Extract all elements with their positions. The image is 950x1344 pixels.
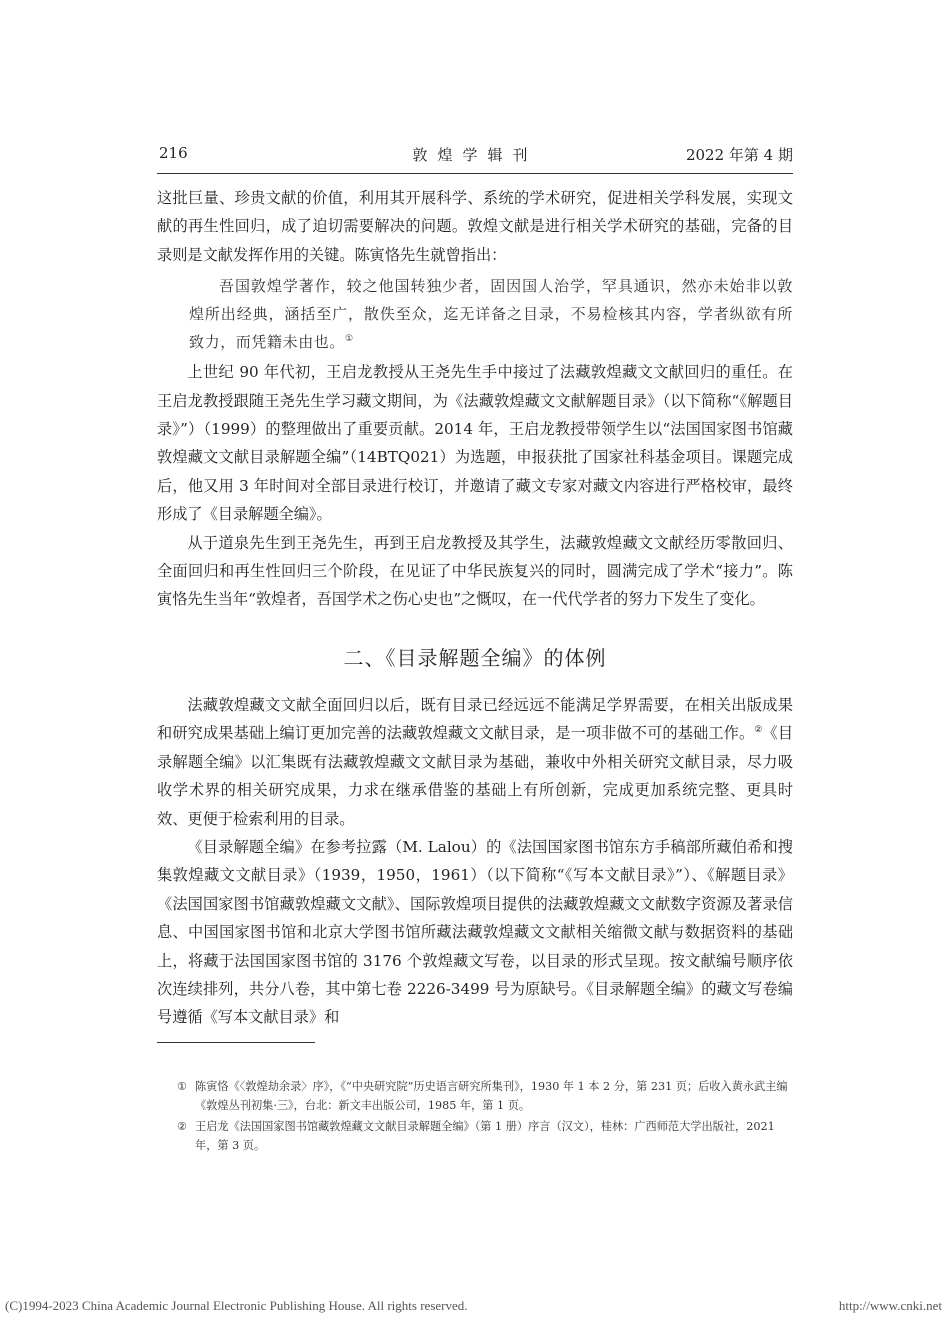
footnote-mark-2: ②	[177, 1120, 188, 1133]
quote-text	[189, 272, 793, 356]
footnote-ref-2[interactable]: ②	[754, 725, 763, 736]
paragraph-4	[157, 691, 793, 833]
footnote-rule	[157, 1042, 315, 1043]
paragraph-3: 从于道泉先生到王尧先生，再到王启龙教授及其学生，法藏敦煌藏文文献经历零散回归、全面回归和再生性回归三个阶段，在见证了中华民族复兴的同时，圆满完成了学术“接力”。陈寅恪先生当年“敦煌者，吾国学术之伤心史也”之慨叹，在一代代学者的努力下发生了变化。	[157, 533, 793, 609]
footnote-mark-1: ①	[177, 1080, 188, 1093]
paragraph-4-part-1: 法藏敦煌藏文文献全面回归以后，既有目录已经远远不能满足学界需要，在相关出版成果和研究成果基础上编订更加完善的法藏敦煌藏文文献目录，是一项非做不可的基础工作。	[157, 695, 793, 743]
section-title: 二、《目录解题全编》的体例	[343, 645, 607, 670]
cnki-link[interactable]: http://www.cnki.net	[838, 1298, 942, 1313]
paragraph-4-part-2: 《目录解题全编》以汇集既有法藏敦煌藏文文献目录为基础，兼收中外相关研究文献目录，尽力吸收学术界的相关研究成果，力求在继承借鉴的基础上有所创新，完成更加系统完整、更具时效、更便于检索利用的目录。	[157, 724, 794, 828]
quote-content: 吾国敦煌学著作，较之他国转独少者，固因国人治学，罕具通识，然亦未始非以敦煌所出经典，涵括至广，散佚至众，迄无详备之目录，不易检核其内容，学者纵欲有所致力，而凭籍未由也。	[189, 277, 793, 352]
block-quote	[157, 272, 793, 356]
footnote-1	[157, 1077, 793, 1115]
footnote-2	[157, 1117, 793, 1155]
header-rule	[157, 173, 793, 174]
article-body	[157, 184, 793, 1032]
footnote-text-1: 陈寅恪《〈敦煌劫余录〉序》，《“中央研究院”历史语言研究所集刊》，1930 年 1 本 2 分，第 231 页；后收入黄永武主编《敦煌丛刊初集·三》，台北：新文丰出版公司，1985 年，第 1 页。	[195, 1080, 788, 1112]
journal-issue: 2022 年第 4 期	[685, 146, 793, 164]
paragraph-2: 上世纪 90 年代初，王启龙教授从王尧先生手中接过了法藏敦煌藏文文献回归的重任。在王启龙教授跟随王尧先生学习藏文期间，为《法藏敦煌藏文文献解题目录》（以下简称“《解题目录》”）（1999）的整理做出了重要贡献。2014 年，王启龙教授带领学生以“法国国家图书馆藏敦煌藏文文献目录解题全编”（14BTQ021）为选题，申报获批了国家社科基金项目。课题完成后，他又用 3 年时间对全部目录进行校订，并邀请了藏文专家对藏文内容进行严格校审，最终形成了《目录解题全编》。	[157, 363, 793, 524]
copyright-text: (C)1994-2023 China Academic Journal Electronic Publishing House. All rights reserved.	[5, 1298, 468, 1313]
footnote-text-2: 王启龙《法国国家图书馆藏敦煌藏文文献目录解题全编》（第 1 册）序言（汉文），桂林：广西师范大学出版社，2021 年，第 3 页。	[195, 1120, 775, 1152]
footnote-ref-1[interactable]: ①	[345, 334, 354, 345]
paragraph-5: 《目录解题全编》在参考拉露（M. Lalou）的《法国国家图书馆东方手稿部所藏伯希和搜集敦煌藏文文献目录》（1939，1950，1961）（以下简称“《写本文献目录》”）、《解题目录》《法国国家图书馆藏敦煌藏文文献》、国际敦煌项目提供的法藏敦煌藏文文献数字资源及著录信息、中国国家图书馆和北京大学图书馆所藏法藏敦煌藏文文献相关缩微文献与数据资料的基础上，将藏于法国国家图书馆的 3176 个敦煌藏文写卷，以目录的形式呈现。按文献编号顺序依次连续排列，共分八卷，其中第七卷 2226-3499 号为原缺号。《目录解题全编》的藏文写卷编号遵循《写本文献目录》和	[157, 837, 793, 1027]
page-header	[157, 144, 793, 170]
footnotes	[157, 1077, 793, 1157]
journal-name: 敦煌学辑刊	[412, 146, 538, 164]
page-number: 216	[159, 144, 188, 162]
paragraph-1: 这批巨量、珍贵文献的价值，利用其开展科学、系统的学术研究，促进相关学科发展，实现文献的再生性回归，成了迫切需要解决的问题。敦煌文献是进行相关学术研究的基础，完备的目录则是文献发挥作用的关键。陈寅恪先生就曾指出：	[157, 189, 793, 264]
